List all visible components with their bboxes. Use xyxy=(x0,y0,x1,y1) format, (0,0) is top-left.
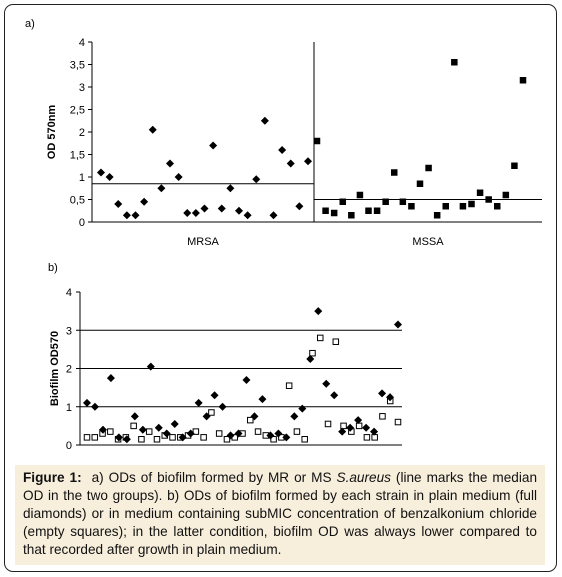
y-tick-label: 2,5 xyxy=(69,104,85,117)
mssa-point xyxy=(340,199,346,205)
mrsa-point xyxy=(244,212,251,219)
mssa-point xyxy=(349,213,355,219)
mrsa-point xyxy=(158,185,165,192)
mssa-point xyxy=(392,170,398,176)
mssa-point xyxy=(503,192,509,198)
submic-point xyxy=(333,339,339,345)
mssa-point xyxy=(374,208,380,214)
plain-medium-point xyxy=(140,426,147,433)
category-label: MRSA xyxy=(187,236,219,248)
mssa-point xyxy=(400,199,406,205)
submic-point xyxy=(201,435,207,441)
submic-point xyxy=(380,414,386,420)
mrsa-point xyxy=(270,212,277,219)
mssa-point xyxy=(331,210,337,216)
submic-point xyxy=(248,417,254,423)
plain-medium-point xyxy=(323,381,330,388)
figure-caption xyxy=(15,465,545,565)
y-tick-label: 1 xyxy=(78,172,85,184)
submic-point xyxy=(372,435,378,441)
panel-label-b: b) xyxy=(48,262,58,274)
mrsa-point xyxy=(115,201,122,208)
submic-point xyxy=(286,383,292,389)
mrsa-point xyxy=(253,176,260,183)
mrsa-point xyxy=(141,198,148,205)
mrsa-point xyxy=(175,174,182,181)
submic-point xyxy=(108,429,114,435)
mrsa-point xyxy=(287,160,294,167)
mssa-point xyxy=(417,181,423,187)
mrsa-point xyxy=(167,160,174,167)
mssa-point xyxy=(512,163,517,169)
submic-point xyxy=(255,429,260,435)
plain-medium-point xyxy=(211,392,218,399)
mssa-point xyxy=(486,197,492,203)
mssa-point xyxy=(434,213,440,219)
y-tick-label: 2 xyxy=(78,127,85,139)
plain-medium-point xyxy=(315,308,322,315)
plain-medium-point xyxy=(155,424,162,431)
y-tick-label: 1,5 xyxy=(69,149,85,162)
plain-medium-point xyxy=(355,417,362,424)
submic-point xyxy=(310,350,316,356)
mrsa-point xyxy=(210,142,217,149)
submic-point xyxy=(146,429,152,435)
caption-text-2: (line marks the median OD in the two groups). b) ODs of biofilm formed by each strain in plain medium (full diamonds) or in medium containing subMIC concentration of benzalkonium chloride (empty squares); in the latter condition, biofilm OD was always lower compared to that recorded after growth in plain medium. xyxy=(23,470,538,557)
mrsa-point xyxy=(124,212,131,219)
plain-medium-point xyxy=(291,413,298,420)
y-tick-label: 1 xyxy=(65,401,72,414)
plain-medium-point xyxy=(108,375,115,382)
plain-medium-point xyxy=(363,424,370,431)
plain-medium-point xyxy=(171,421,178,428)
y-tick-label: 3,5 xyxy=(69,59,85,72)
plain-medium-point xyxy=(379,390,386,397)
y-tick-label: 3 xyxy=(78,82,85,94)
mrsa-point xyxy=(193,210,200,217)
y-tick-label: 3 xyxy=(65,325,72,338)
submic-point xyxy=(84,435,90,441)
submic-point xyxy=(216,431,222,437)
submic-point xyxy=(139,437,145,443)
mssa-point xyxy=(357,192,363,198)
chart-b xyxy=(0,255,562,465)
mrsa-point xyxy=(227,185,234,192)
mrsa-point xyxy=(296,203,303,210)
mssa-point xyxy=(409,204,415,210)
plain-medium-point xyxy=(395,321,402,328)
mrsa-point xyxy=(279,147,286,154)
mssa-point xyxy=(314,138,320,144)
submic-point xyxy=(170,435,176,441)
mrsa-point xyxy=(201,205,208,212)
submic-point xyxy=(302,437,308,443)
plain-medium-point xyxy=(195,400,202,407)
mssa-point xyxy=(520,78,526,84)
submic-point xyxy=(154,437,160,443)
mssa-point xyxy=(495,204,501,210)
mssa-point xyxy=(477,190,483,196)
mssa-point xyxy=(383,199,389,205)
submic-point xyxy=(364,435,370,441)
mrsa-point xyxy=(262,117,269,124)
mssa-point xyxy=(323,208,329,214)
mssa-point xyxy=(452,60,458,66)
mrsa-point xyxy=(98,169,105,176)
y-tick-label: 4 xyxy=(78,37,85,49)
caption-species: S.aureus xyxy=(336,470,391,485)
mrsa-point xyxy=(305,158,312,165)
mrsa-point xyxy=(218,205,225,212)
y-axis-label: OD 570nm xyxy=(46,104,58,160)
mrsa-point xyxy=(106,174,113,181)
plain-medium-point xyxy=(132,413,139,420)
plain-medium-point xyxy=(371,428,378,435)
mssa-point xyxy=(443,204,449,210)
mssa-point xyxy=(426,165,432,171)
plain-medium-point xyxy=(259,396,266,403)
plain-medium-point xyxy=(307,356,314,363)
chart-a xyxy=(0,0,562,255)
submic-point xyxy=(356,423,362,429)
y-tick-label: 0,5 xyxy=(69,194,85,207)
y-tick-label: 4 xyxy=(65,287,72,299)
submic-point xyxy=(92,435,98,441)
y-tick-label: 2 xyxy=(65,363,72,376)
plain-medium-point xyxy=(331,392,338,399)
caption-label: Figure 1: xyxy=(23,470,82,485)
submic-point xyxy=(325,421,331,427)
mrsa-point xyxy=(149,126,156,133)
submic-point xyxy=(318,335,324,341)
plain-medium-point xyxy=(219,403,226,410)
submic-point xyxy=(294,429,300,435)
submic-point xyxy=(341,423,347,429)
mrsa-point xyxy=(132,212,139,219)
plain-medium-point xyxy=(243,377,250,384)
caption-text-1: a) ODs of biofilm formed by MR or MS xyxy=(91,470,337,485)
panel-label-a: a) xyxy=(25,18,35,30)
y-axis-label: Biofilm OD570 xyxy=(49,330,61,407)
mssa-point xyxy=(469,201,475,207)
mrsa-point xyxy=(184,210,191,217)
mssa-point xyxy=(460,204,466,210)
mssa-point xyxy=(366,208,372,214)
submic-point xyxy=(131,423,137,429)
submic-point xyxy=(209,410,215,416)
y-tick-label: 0 xyxy=(78,217,85,229)
plain-medium-point xyxy=(84,400,91,407)
submic-point xyxy=(395,419,401,425)
mrsa-point xyxy=(236,207,243,214)
plain-medium-point xyxy=(92,403,99,410)
y-tick-label: 0 xyxy=(65,440,72,452)
plain-medium-point xyxy=(339,428,346,435)
category-label: MSSA xyxy=(412,236,444,248)
